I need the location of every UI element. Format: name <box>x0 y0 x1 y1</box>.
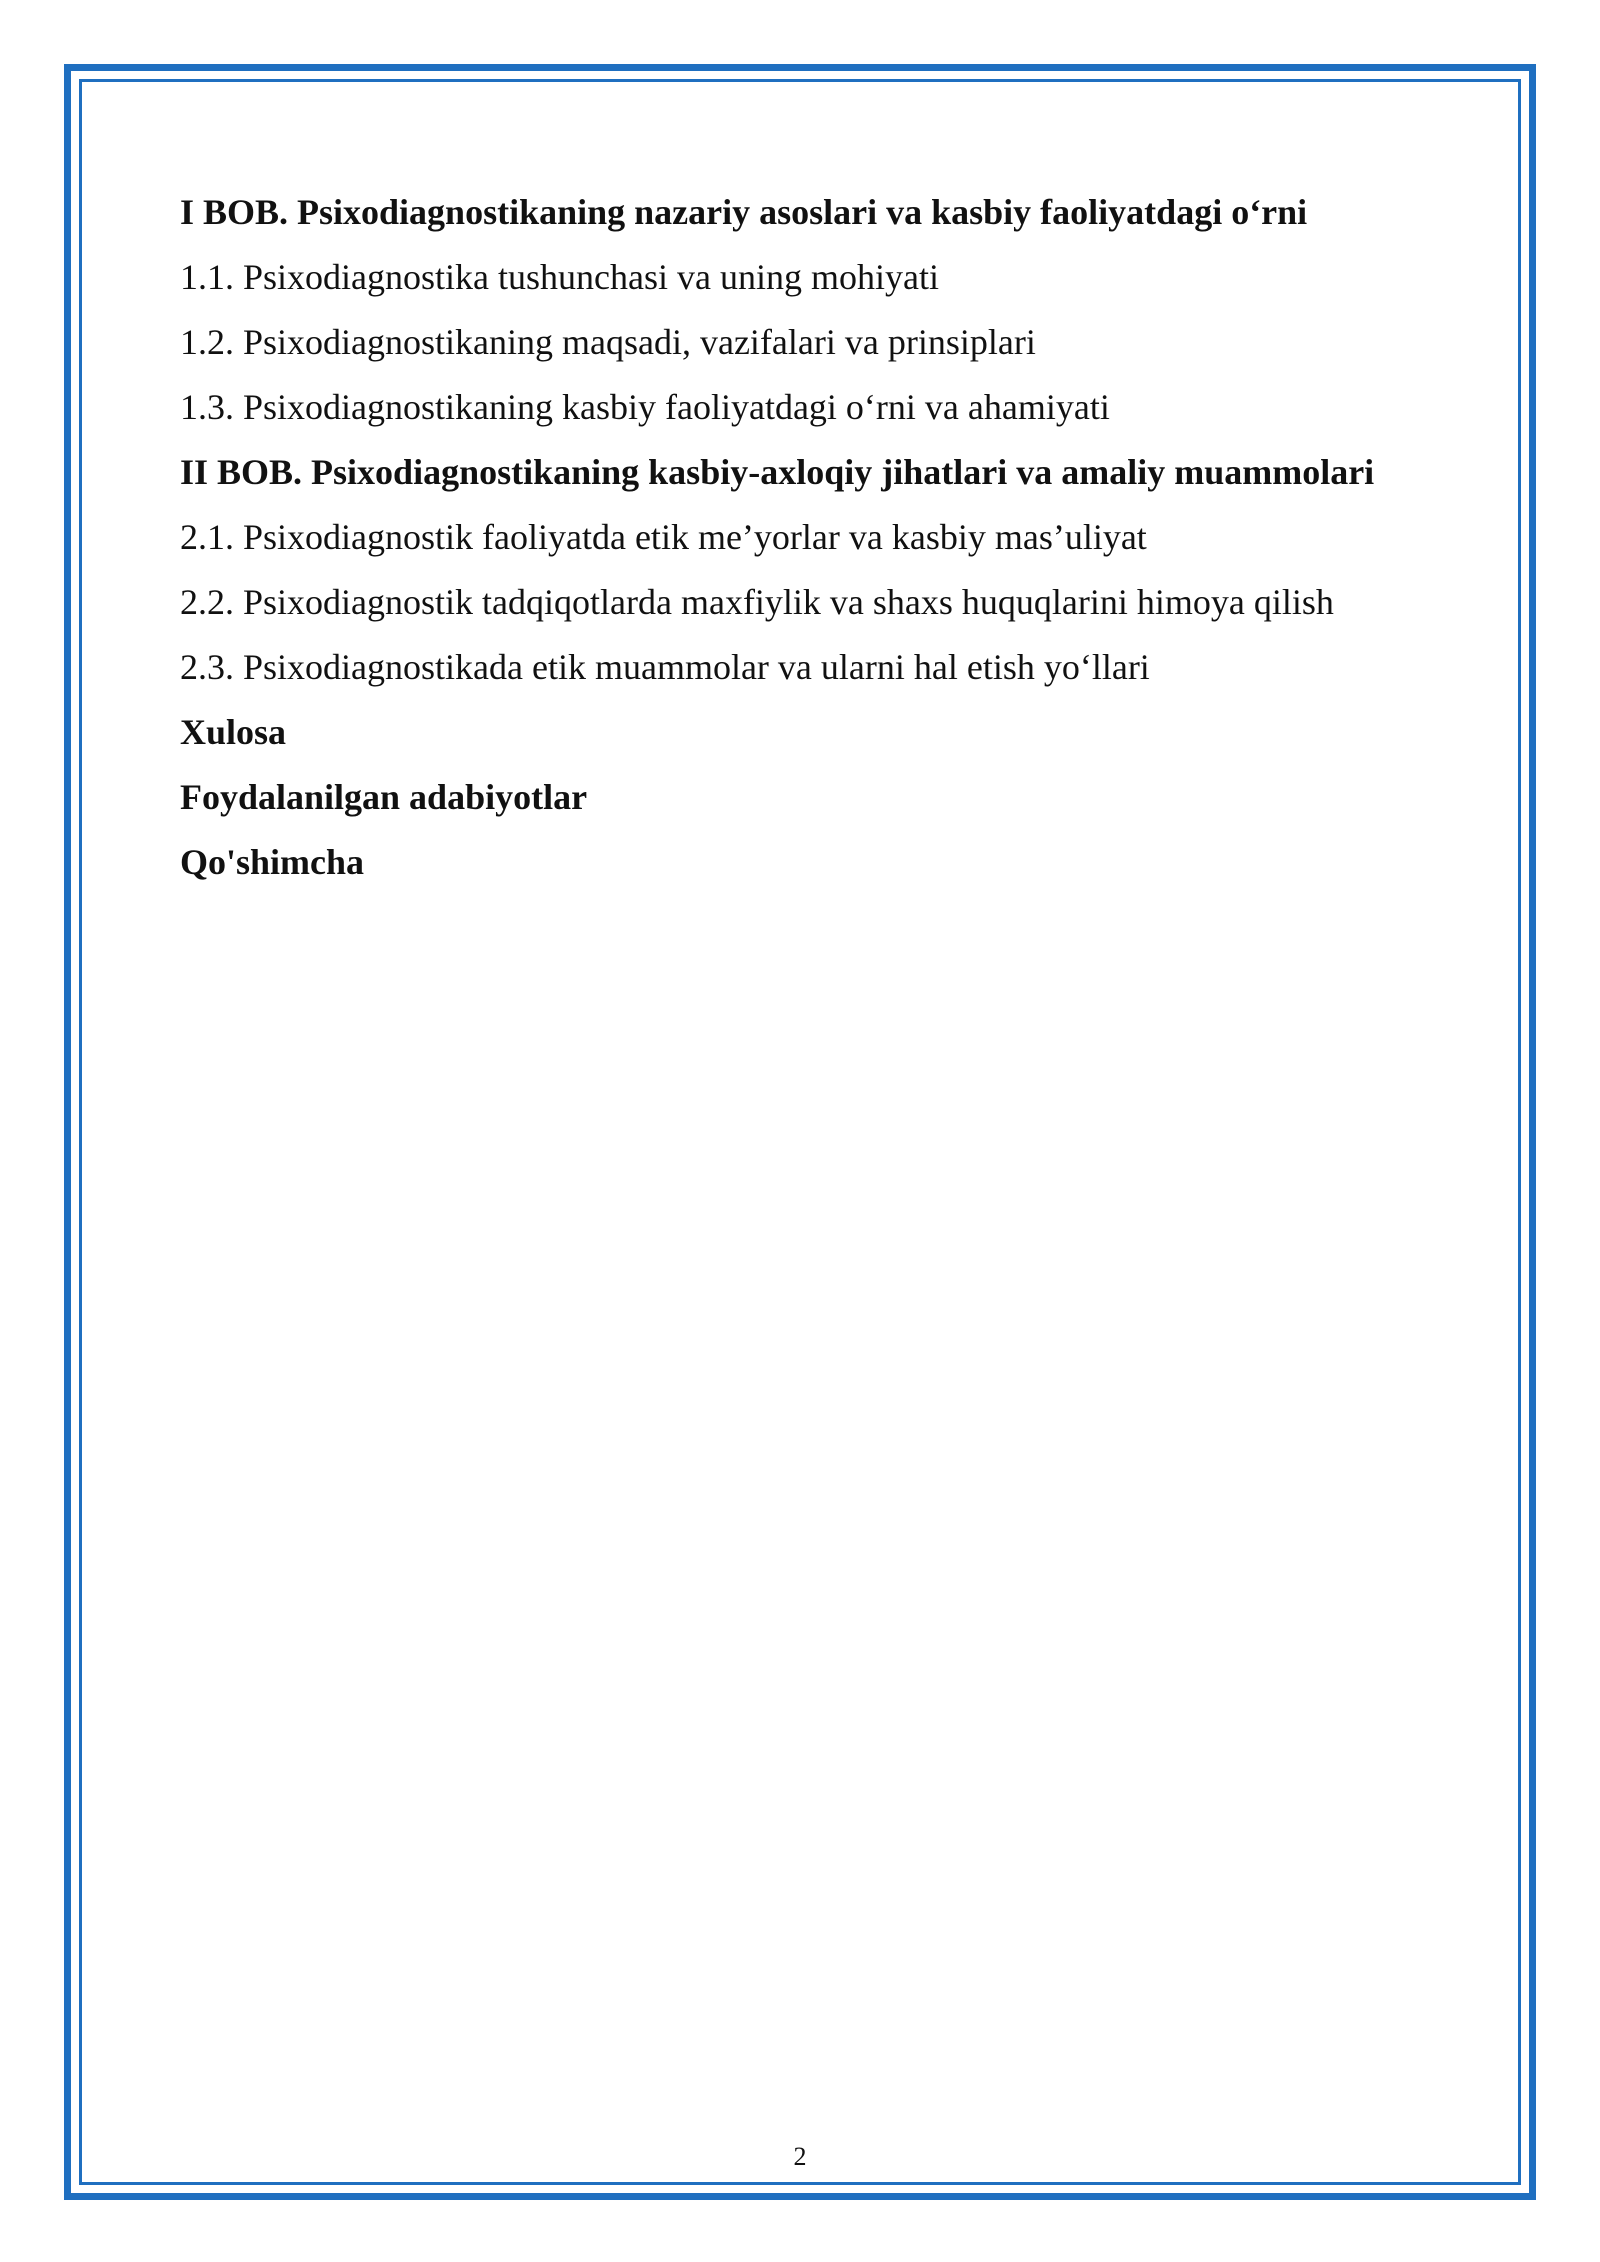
toc-references: Foydalanilgan adabiyotlar <box>180 777 588 817</box>
toc-chapter-1: I BOB. Psixodiagnostikaning nazariy asoslari va kasbiy faoliyatdagi o‘rni <box>180 192 1308 232</box>
toc-conclusion: Xulosa <box>180 712 287 752</box>
toc-section-1-3: 1.3. Psixodiagnostikaning kasbiy faoliyatdagi o‘rni va ahamiyati <box>180 387 1110 427</box>
toc-section-1-1: 1.1. Psixodiagnostika tushunchasi va uning mohiyati <box>180 257 939 297</box>
toc-section-2-1: 2.1. Psixodiagnostik faoliyatda etik me’yorlar va kasbiy mas’uliyat <box>180 517 1147 557</box>
toc-chapter-2: II BOB. Psixodiagnostikaning kasbiy-axloqiy jihatlari va amaliy muammolari <box>180 452 1375 492</box>
table-of-contents <box>180 180 1460 895</box>
toc-section-1-2: 1.2. Psixodiagnostikaning maqsadi, vazifalari va prinsiplari <box>180 322 1036 362</box>
toc-section-2-3: 2.3. Psixodiagnostikada etik muammolar va ularni hal etish yo‘llari <box>180 647 1150 687</box>
toc-section-2-2: 2.2. Psixodiagnostik tadqiqotlarda maxfiylik va shaxs huquqlarini himoya qilish <box>180 582 1334 622</box>
page-number: 2 <box>793 2142 807 2171</box>
toc-appendix: Qo'shimcha <box>180 842 365 882</box>
